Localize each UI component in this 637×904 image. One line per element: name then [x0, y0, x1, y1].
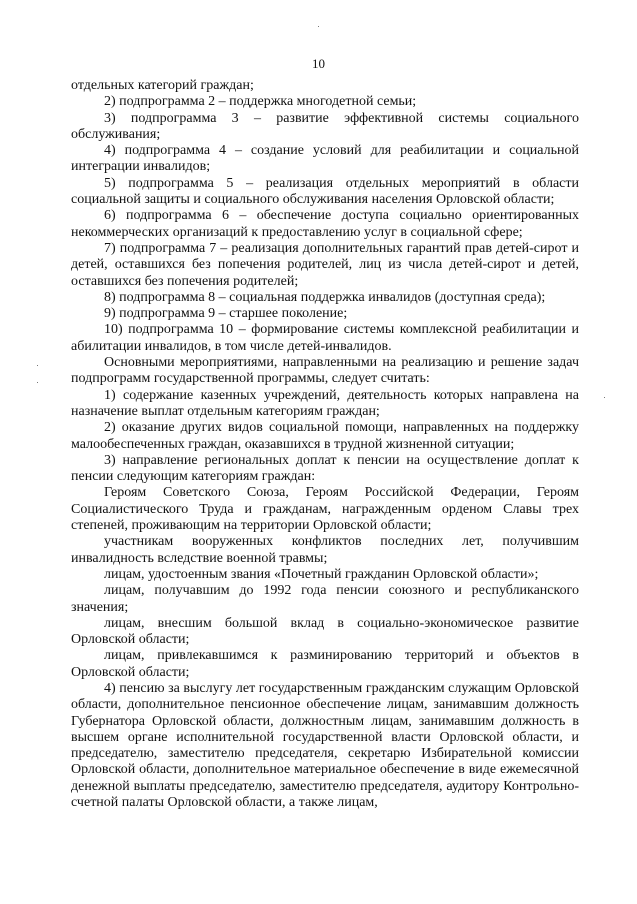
paragraph: 5) подпрограмма 5 – реализация отдельных мероприятий в области социальной защиты и социального обслуживания населения Орловской области; [71, 175, 579, 208]
document-body [71, 78, 579, 811]
paragraph: 7) подпрограмма 7 – реализация дополнительных гарантий прав детей-сирот и детей, оставшихся без попечения родителей, лиц из числа детей-сирот и детей, оставшихся без попечения родителей; [71, 240, 579, 289]
scan-speck [37, 365, 38, 366]
paragraph: 6) подпрограмма 6 – обеспечение доступа социально ориентированных некоммерческих организаций к предоставлению услуг в социальной сфере; [71, 208, 579, 240]
paragraph: лицам, получавшим до 1992 года пенсии союзного и республиканского значения; [71, 583, 579, 615]
paragraph: 3) направление региональных доплат к пенсии на осуществление доплат к пенсии следующим категориям граждан: [71, 452, 579, 485]
paragraph: 9) подпрограмма 9 – старшее поколение; [104, 306, 348, 322]
scan-speck [318, 26, 319, 27]
paragraph: лицам, привлекавшимся к разминированию территорий и объектов в Орловской области; [71, 648, 579, 680]
scan-speck [604, 397, 605, 398]
page-number: 10 [312, 56, 325, 71]
paragraph: 2) оказание других видов социальной помощи, направленных на поддержку малообеспеченных граждан, оказавшихся в трудной жизненной ситуации; [71, 420, 579, 452]
paragraph: лицам, внесшим большой вклад в социально-экономическое развитие Орловской области; [71, 615, 579, 648]
paragraph: 4) пенсию за выслугу лет государственным гражданским служащим Орловской области, дополнительное пенсионное обеспечение лицам, занимавшим должность Губернатора Орловской области, должностным лицам, занимавшим должность в высшем органе исполнительной государственной власти Орловской области, и председателю, заместителю председателя, секретарю Избирательной комиссии Орловской области, дополнительное материальное обеспечение в виде ежемесячной денежной выплаты председателю, заместителю председателя, аудитору Контрольно-счетной палаты Орловской области, а также лицам, [71, 680, 579, 811]
paragraph: Героям Советского Союза, Героям Российской Федерации, Героям Социалистического Труда и гражданам, награжденным орденом Славы трех степеней, проживающим на территории Орловской области; [71, 485, 579, 534]
paragraph: 10) подпрограмма 10 – формирование системы комплексной реабилитации и абилитации инвалидов, в том числе детей-инвалидов. [71, 322, 579, 354]
paragraph: 3) подпрограмма 3 – развитие эффективной системы социального обслуживания; [71, 110, 579, 142]
paragraph: отдельных категорий граждан; [71, 78, 254, 93]
paragraph: участникам вооруженных конфликтов последних лет, получившим инвалидность вследствие военной травмы; [71, 534, 579, 566]
paragraph: 2) подпрограмма 2 – поддержка многодетной семьи; [104, 94, 417, 110]
paragraph: 1) содержание казенных учреждений, деятельность которых направлена на назначение выплат отдельным категориям граждан; [71, 387, 579, 419]
paragraph: лицам, удостоенным звания «Почетный гражданин Орловской области»; [104, 566, 539, 582]
paragraph: 8) подпрограмма 8 – социальная поддержка инвалидов (доступная среда); [104, 289, 546, 305]
scan-speck [37, 382, 38, 383]
paragraph: 4) подпрограмма 4 – создание условий для реабилитации и социальной интеграции инвалидов; [71, 143, 579, 175]
paragraph: Основными мероприятиями, направленными на реализацию и решение задач подпрограмм государственной программы, следует считать: [71, 355, 579, 387]
